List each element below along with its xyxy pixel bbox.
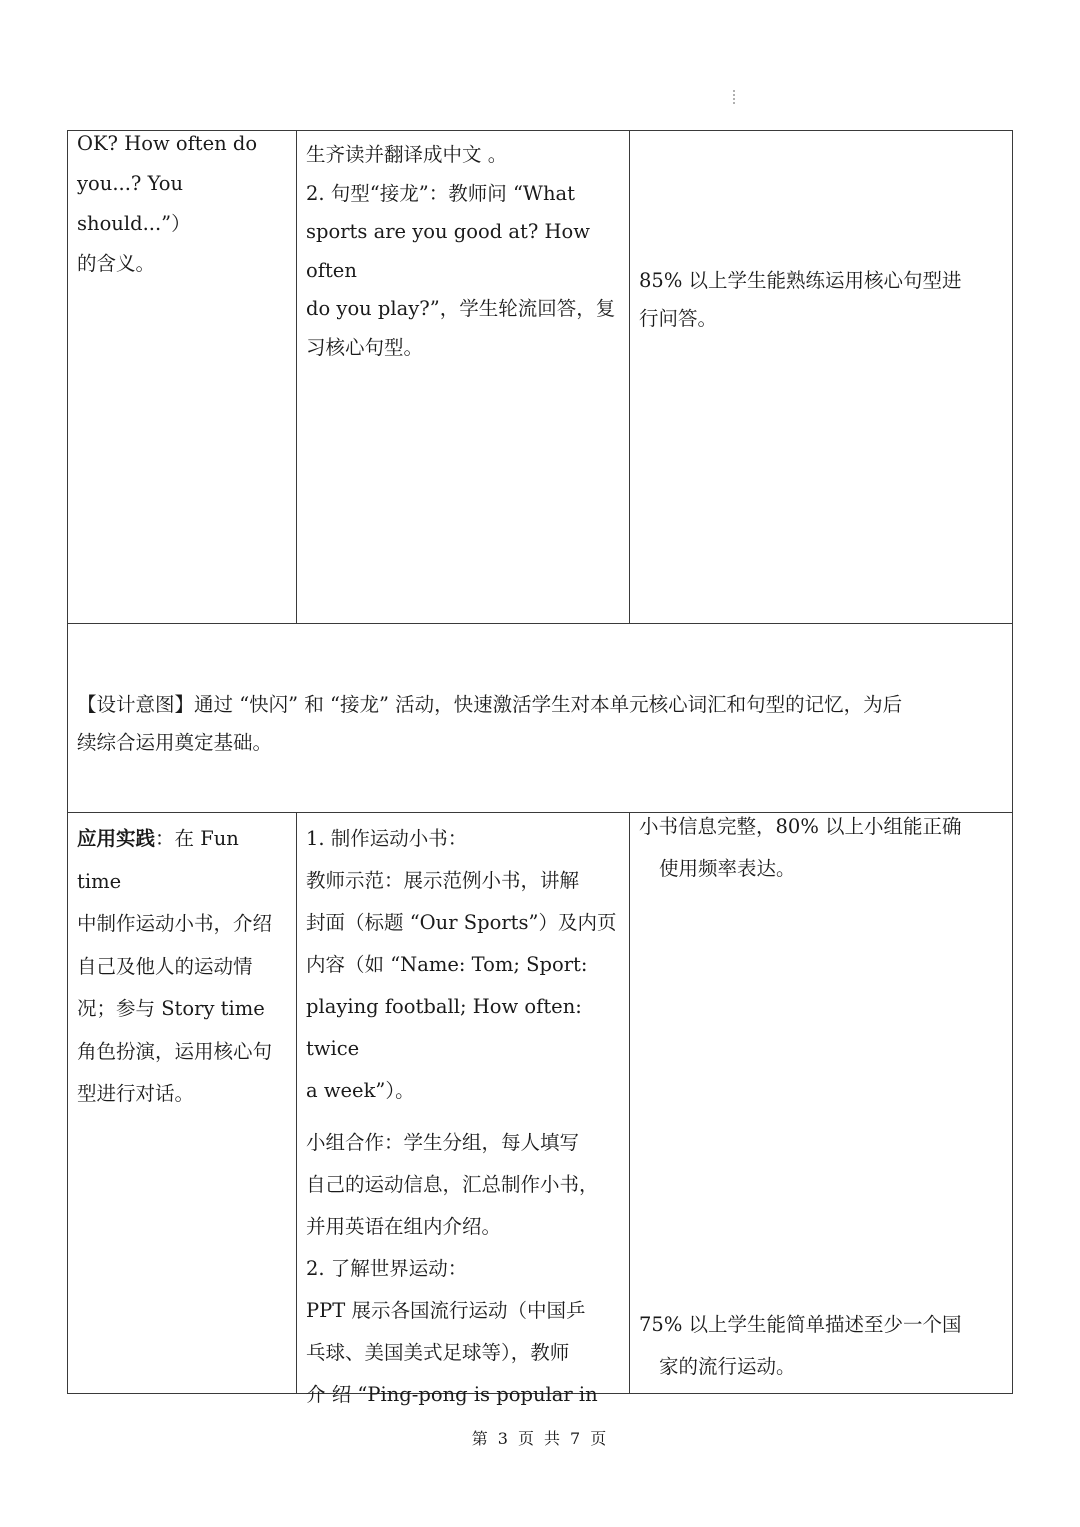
text-line: 自己及他人的运动情 <box>77 954 253 978</box>
text-line: you...? You should...”） <box>77 172 191 235</box>
row3-objective-cell <box>77 818 289 1116</box>
text-line: 中制作运动小书，介绍 <box>77 912 273 935</box>
text-line: 2. 句型“接龙”：教师问 “What <box>306 181 575 205</box>
text-line: 续综合运用奠定基础。 <box>77 731 273 754</box>
text-line: OK? How often do <box>77 132 258 155</box>
row1-assessment-cell <box>639 262 1005 338</box>
text-line <box>77 818 289 903</box>
row1-activity-cell <box>306 136 620 367</box>
header-mark <box>733 90 737 104</box>
footer-page-number: 3 <box>497 1429 510 1448</box>
text-fragment: ：在 Fun time <box>77 827 239 893</box>
text-line: 2. 了解世界运动： <box>306 1257 468 1280</box>
text-line: 内容（如 “Name: Tom; Sport: <box>306 953 588 976</box>
lesson-table <box>67 130 1013 1406</box>
text-line: 型进行对话。 <box>77 1082 195 1105</box>
text-line: 并用英语在组内介绍。 <box>306 1215 502 1238</box>
text-line: PPT 展示各国流行运动（中国乒 <box>306 1299 586 1322</box>
text-line: 85% 以上学生能熟练运用核心句型进 <box>639 269 962 292</box>
text-line: sports are you good at? How often <box>306 220 590 282</box>
text-line: 封面（标题 “Our Sports”）及内页 <box>306 911 617 934</box>
text-line: 角色扮演，运用核心句 <box>77 1039 273 1063</box>
row1-objective-cell <box>77 124 289 284</box>
footer-page-unit: 页 <box>517 1429 536 1448</box>
row3-assessment-bottom <box>639 1304 1005 1388</box>
text-line: do you play?”，学生轮流回答，复 <box>306 297 616 320</box>
text-line: 介 绍 “Ping-pong is popular in <box>306 1383 598 1406</box>
footer-total-label: 共 <box>544 1429 563 1448</box>
text-line: 的含义。 <box>77 252 156 275</box>
text-line: 生齐读并翻译成中文 。 <box>306 143 508 166</box>
text-line: 使用频率表达。 <box>659 857 796 880</box>
text-line: 习核心句型。 <box>306 335 424 359</box>
text-line: a week”）。 <box>306 1079 415 1102</box>
footer-total-number: 7 <box>570 1429 583 1448</box>
text-line: 况；参与 Story time <box>77 997 265 1020</box>
footer-page-label: 第 <box>471 1429 490 1448</box>
footer-total-unit: 页 <box>590 1429 609 1448</box>
design-intent-cell <box>77 686 1007 762</box>
text-line: 家的流行运动。 <box>659 1355 796 1378</box>
text-line: 【设计意图】通过 “快闪” 和 “接龙” 活动，快速激活学生对本单元核心词汇和句型的记忆，为后 <box>77 693 903 716</box>
text-line: playing football; How often: twice <box>306 995 582 1060</box>
section-label: 应用实践 <box>77 827 156 850</box>
page-footer <box>0 1426 1080 1449</box>
text-line: 小书信息完整，80% 以上小组能正确 <box>639 815 962 838</box>
text-line: 75% 以上学生能简单描述至少一个国 <box>639 1313 962 1336</box>
text-line: 1. 制作运动小书： <box>306 827 468 850</box>
text-line: 行问答。 <box>639 307 718 330</box>
row3-activity-cell <box>306 818 620 1416</box>
row3-assessment-top <box>639 806 1005 890</box>
text-line: 教师示范：展示范例小书，讲解 <box>306 869 580 892</box>
text-line: 自己的运动信息，汇总制作小书， <box>306 1173 599 1196</box>
text-line: 小组合作：学生分组，每人填写 <box>306 1131 580 1154</box>
text-line: 乓球、美国美式足球等），教师 <box>306 1341 570 1364</box>
